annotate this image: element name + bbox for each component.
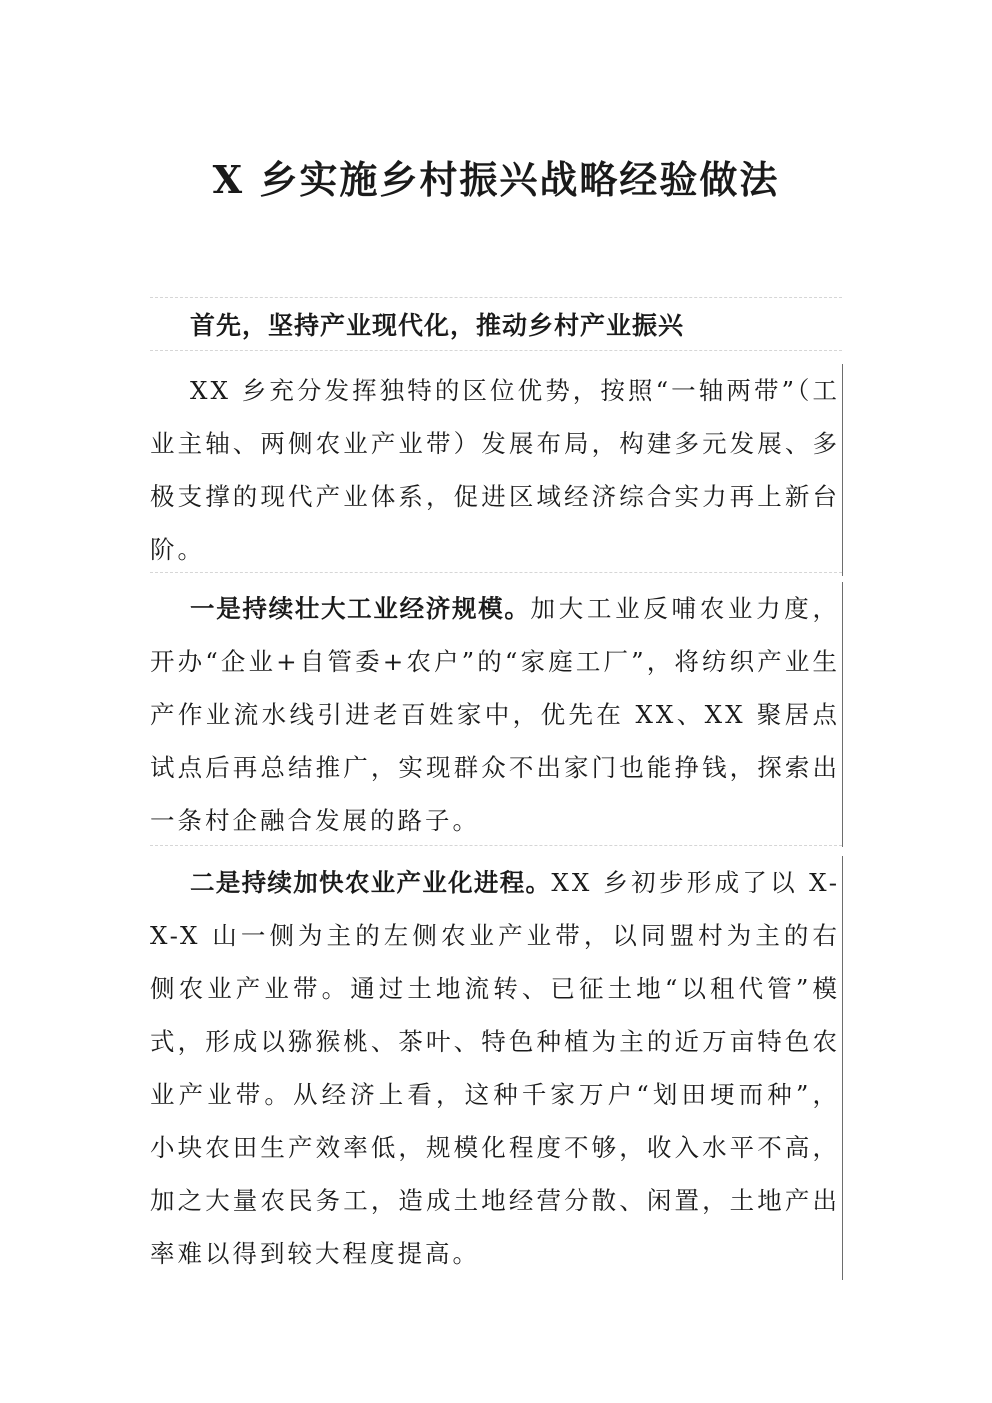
point-one-lead: 一是持续壮大工业经济规模。 — [190, 594, 531, 623]
point-two-body: XX 乡初步形成了以 X-X-X 山一侧为主的左侧农业产业带，以同盟村为主的右侧农业产业带。通过土地流转、已征土地“以租代管”模式，形成以猕猴桃、茶叶、特色种植为主的近万亩特色农业产业带。从经济上看，这种千家万户“划田埂而种”，小块农田生产效率低，规模化程度不够，收入水平不高，加之大量农民务工，造成土地经营分散、闲置，土地产出率难以得到较大程度提高。 — [150, 868, 840, 1268]
divider — [150, 350, 842, 351]
intro-paragraph: XX 乡充分发挥独特的区位优势，按照“一轴两带”（工业主轴、两侧农业产业带）发展布局，构建多元发展、多极支撑的现代产业体系，促进区域经济综合实力再上新台阶。 — [150, 364, 843, 576]
point-one-body: 加大工业反哺农业力度，开办“企业+自管委+农户”的“家庭工厂”，将纺织产业生产作业流水线引进老百姓家中，优先在 XX、XX 聚居点试点后再总结推广，实现群众不出家门也能挣钱，探索出一条村企融合发展的路子。 — [150, 594, 841, 835]
divider — [150, 297, 842, 298]
point-two-lead: 二是持续加快农业产业化进程。 — [190, 868, 552, 897]
divider — [150, 572, 842, 573]
point-two-paragraph — [150, 856, 843, 1280]
section-heading: 首先，坚持产业现代化，推动乡村产业振兴 — [190, 311, 685, 340]
divider — [150, 845, 842, 846]
document-title: X 乡实施乡村振兴战略经验做法 — [212, 157, 780, 202]
point-one-paragraph — [150, 582, 843, 847]
